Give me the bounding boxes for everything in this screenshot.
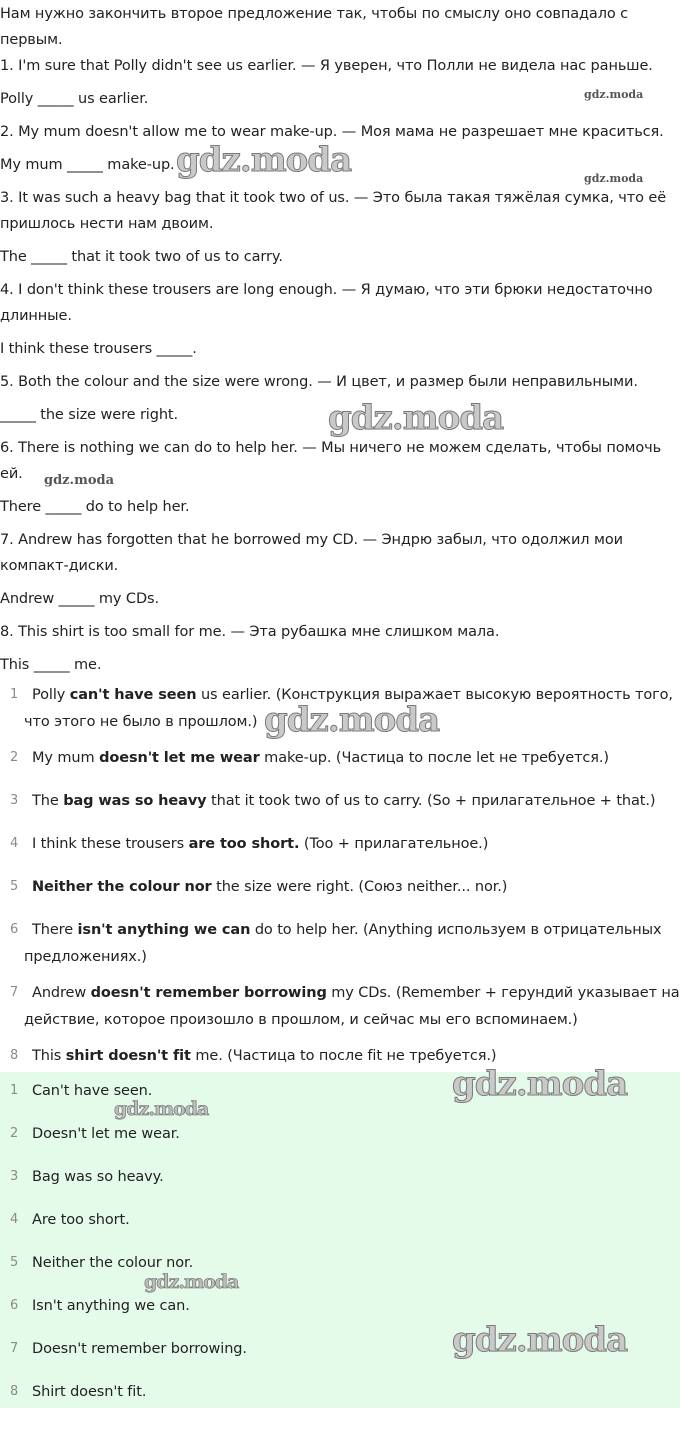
explained-text: My mum doesn't let me wear make-up. (Частица to после let не требуется.) [32,750,609,766]
watermark-logo: gdz.moda [328,398,504,438]
watermark-logo: gdz.moda [44,473,115,488]
explained-text-cont: действие, которое произошло в прошлом, и сейчас мы его вспоминаем.) [24,1012,578,1028]
item-number: 3 [10,793,19,808]
explained-text: This shirt doesn't fit me. (Частица to после fit не требуется.) [32,1048,497,1064]
task-gap-3: The _____ that it took two of us to carry. [0,249,283,265]
answer-text: Can't have seen. [32,1083,153,1099]
task-sentence-7-cont: компакт-диски. [0,558,119,574]
item-number: 6 [10,1298,19,1313]
task-gap-5: _____ the size were right. [0,407,179,423]
item-number: 5 [10,879,19,894]
item-number: 4 [10,836,19,851]
watermark-logo: gdz.moda [584,88,644,101]
explained-text-cont: предложениях.) [24,949,147,965]
answer-text: Isn't anything we can. [32,1298,190,1314]
item-number: 7 [10,1341,19,1356]
answers-panel [0,1072,680,1408]
explained-text: Polly can't have seen us earlier. (Конструкция выражает высокую вероятность того, [32,687,673,703]
item-number: 5 [10,1255,19,1270]
item-number: 7 [10,985,19,1000]
task-sentence-6-cont: ей. [0,466,23,482]
answer-text: Doesn't let me wear. [32,1126,180,1142]
answer-text: Bag was so heavy. [32,1169,164,1185]
task-gap-8: This _____ me. [0,657,102,673]
task-gap-4: I think these trousers _____. [0,341,197,357]
task-sentence-7: 7. Andrew has forgotten that he borrowed my CD. — Эндрю забыл, что одолжил мои [0,532,623,548]
task-sentence-4: 4. I don't think these trousers are long enough. — Я думаю, что эти брюки недостаточно [0,282,653,298]
watermark-logo: gdz.moda [264,700,440,740]
task-sentence-4-cont: длинные. [0,308,72,324]
task-sentence-3-cont: пришлось нести нам двоим. [0,216,214,232]
item-number: 4 [10,1212,19,1227]
item-number: 2 [10,750,19,765]
item-number: 8 [10,1384,19,1399]
answer-text: Neither the colour nor. [32,1255,194,1271]
intro-line-2: первым. [0,32,63,48]
intro-line-1: Нам нужно закончить второе предложение так, чтобы по смыслу оно совпадало с [0,6,629,22]
task-sentence-5: 5. Both the colour and the size were wrong. — И цвет, и размер были неправильными. [0,374,638,390]
answer-text: Doesn't remember borrowing. [32,1341,247,1357]
watermark-logo: gdz.moda [114,1098,209,1120]
explained-text: The bag was so heavy that it took two of us to carry. (So + прилагательное + that.) [32,793,656,809]
watermark-logo: gdz.moda [176,140,352,180]
explained-text: There isn't anything we can do to help her. (Anything используем в отрицательных [32,922,662,938]
answer-text: Shirt doesn't fit. [32,1384,147,1400]
item-number: 6 [10,922,19,937]
task-sentence-2: 2. My mum doesn't allow me to wear make-up. — Моя мама не разрешает мне краситься. [0,124,664,140]
task-sentence-8: 8. This shirt is too small for me. — Эта рубашка мне слишком мала. [0,624,500,640]
explained-text: I think these trousers are too short. (Too + прилагательное.) [32,836,489,852]
watermark-logo: gdz.moda [452,1064,628,1104]
explained-text: Neither the colour nor the size were right. (Союз neither... nor.) [32,879,508,895]
explained-text: Andrew doesn't remember borrowing my CDs. (Remember + герундий указывает на [32,985,680,1001]
task-gap-1: Polly _____ us earlier. [0,91,149,107]
item-number: 1 [10,1083,19,1098]
item-number: 8 [10,1048,19,1063]
task-gap-2: My mum _____ make-up. [0,157,175,173]
task-gap-7: Andrew _____ my CDs. [0,591,159,607]
explained-text-cont: что этого не было в прошлом.) [24,714,258,730]
task-sentence-3: 3. It was such a heavy bag that it took two of us. — Это была такая тяжёлая сумка, что её [0,190,667,206]
item-number: 1 [10,687,19,702]
item-number: 2 [10,1126,19,1141]
task-gap-6: There _____ do to help her. [0,499,190,515]
task-sentence-1: 1. I'm sure that Polly didn't see us earlier. — Я уверен, что Полли не видела нас раньше. [0,58,653,74]
watermark-logo: gdz.moda [452,1320,628,1360]
task-sentence-6: 6. There is nothing we can do to help her. — Мы ничего не можем сделать, чтобы помочь [0,440,662,456]
watermark-logo: gdz.moda [584,172,644,185]
item-number: 3 [10,1169,19,1184]
answer-text: Are too short. [32,1212,130,1228]
watermark-logo: gdz.moda [144,1271,239,1293]
